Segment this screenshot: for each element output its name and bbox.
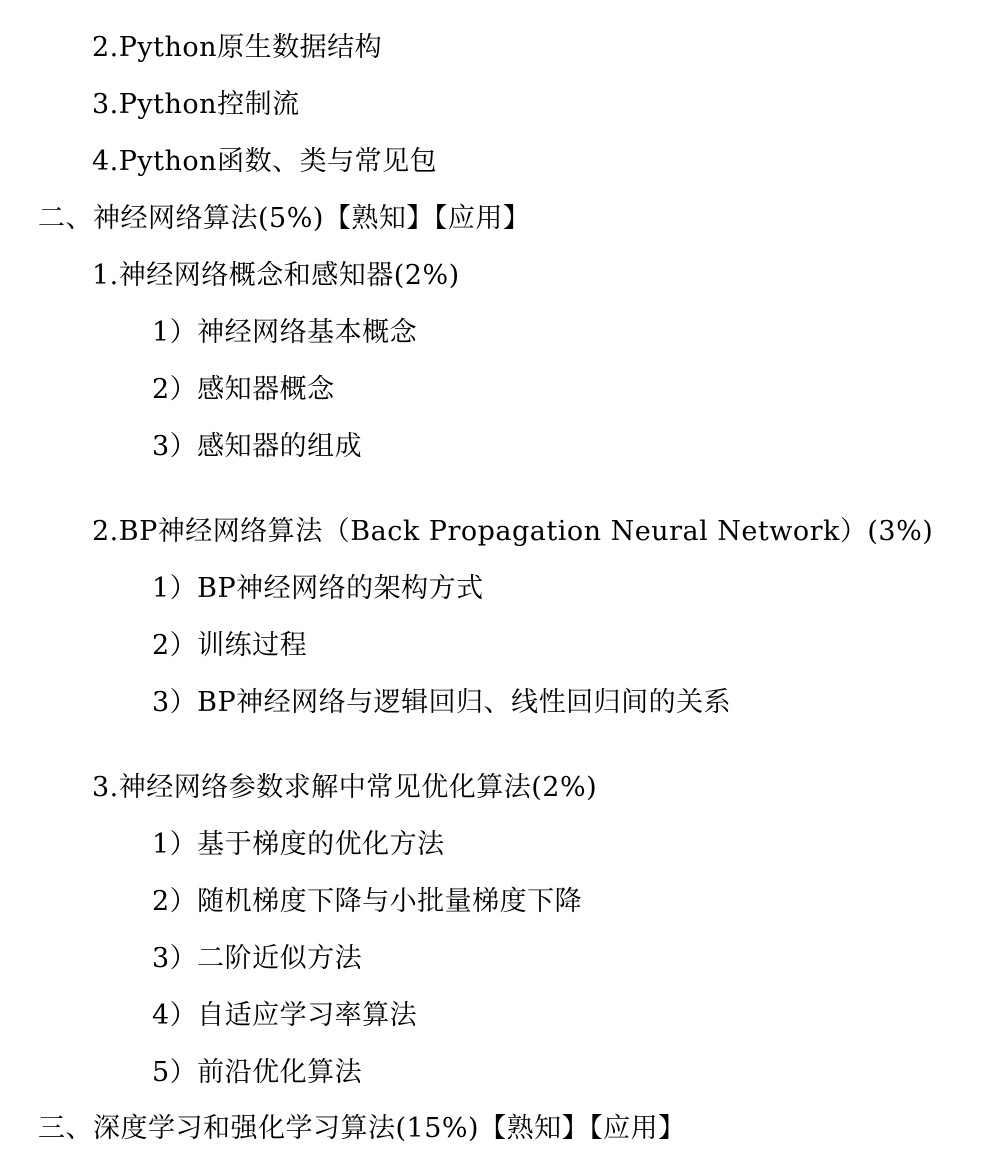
outline-subheading: 3.Python控制流 — [92, 89, 300, 120]
outline-item: 1）神经网络基本概念 — [152, 317, 418, 348]
outline-subheading: 4.Python函数、类与常见包 — [92, 146, 438, 177]
outline-item: 3）二阶近似方法 — [152, 943, 363, 974]
outline-subheading: 2.Python原生数据结构 — [92, 32, 383, 63]
outline-item: 2）训练过程 — [152, 630, 308, 661]
outline-item: 3）BP神经网络与逻辑回归、线性回归间的关系 — [152, 687, 732, 718]
outline-subheading: 2.BP神经网络算法（Back Propagation Neural Network）(3%) — [92, 516, 934, 547]
outline-section-heading: 二、神经网络算法(5%)【熟知】【应用】 — [38, 203, 531, 234]
outline-item: 4）自适应学习率算法 — [152, 1000, 418, 1031]
outline-item: 5）前沿优化算法 — [152, 1057, 363, 1088]
outline-subheading: 1.神经网络概念和感知器(2%) — [92, 260, 460, 291]
outline-item: 1）BP神经网络的架构方式 — [152, 573, 484, 604]
outline-section-heading: 三、深度学习和强化学习算法(15%)【熟知】【应用】 — [38, 1113, 686, 1144]
outline-item: 2）感知器概念 — [152, 374, 335, 405]
outline-item: 2）随机梯度下降与小批量梯度下降 — [152, 886, 583, 917]
outline-item: 1）基于梯度的优化方法 — [152, 829, 445, 860]
outline-item: 3）感知器的组成 — [152, 431, 363, 462]
outline-subheading: 3.神经网络参数求解中常见优化算法(2%) — [92, 772, 598, 803]
